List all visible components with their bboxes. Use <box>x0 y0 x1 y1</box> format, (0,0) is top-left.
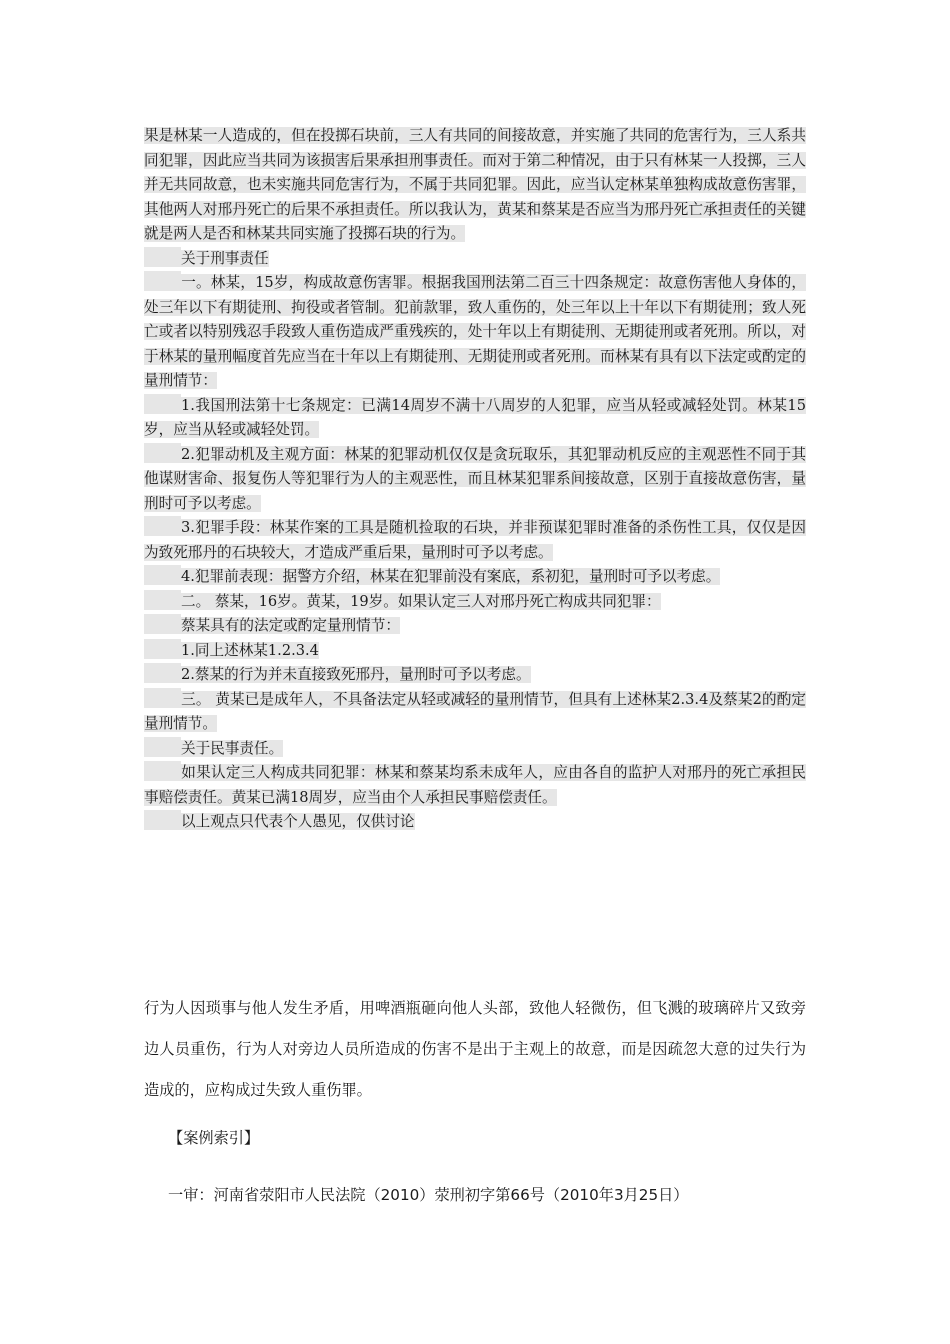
indent-space <box>144 639 181 659</box>
paragraph-1 <box>144 124 806 247</box>
paragraph-text: 关于刑事责任 <box>181 249 269 267</box>
paragraph-13 <box>144 737 806 762</box>
case-summary-paragraph <box>144 988 806 1111</box>
paragraph-9 <box>144 614 806 639</box>
paragraph-7 <box>144 565 806 590</box>
paragraph-text: 二。 蔡某，16岁。黄某，19岁。如果认定三人对邢丹死亡构成共同犯罪： <box>181 592 661 610</box>
paragraph-text: 2.犯罪动机及主观方面：林某的犯罪动机仅仅是贪玩取乐，其犯罪动机反应的主观恶性不同于其他谋财害命、报复伤人等犯罪行为人的主观恶性，而且林某犯罪系间接故意，区别于直接故意伤害，量刑时可予以考虑。 <box>144 445 806 512</box>
paragraph-text: 关于民事责任。 <box>181 739 284 757</box>
indent-space <box>144 590 181 610</box>
paragraph-10 <box>144 639 806 664</box>
paragraph-6 <box>144 516 806 565</box>
indent-space <box>144 394 181 414</box>
paragraph-text: 如果认定三人构成共同犯罪：林某和蔡某均系未成年人，应由各自的监护人对邢丹的死亡承担民事赔偿责任。黄某已满18周岁，应当由个人承担民事赔偿责任。 <box>144 764 806 806</box>
paragraph-5 <box>144 443 806 517</box>
paragraph-14 <box>144 761 806 810</box>
paragraph-4 <box>144 394 806 443</box>
paragraph-text: 一。林某，15岁，构成故意伤害罪。根据我国刑法第二百三十四条规定：故意伤害他人身体的，处三年以下有期徒刑、拘役或者管制。犯前款罪，致人重伤的，处三年以上十年以下有期徒刑；致人死亡或者以特别残忍手段致人重伤造成严重残疾的，处十年以上有期徒刑、无期徒刑或者死刑。所以，对于林某的量刑幅度首先应当在十年以上有期徒刑、无期徒刑或者死刑。而林某有具有以下法定或酌定的量刑情节： <box>144 274 806 389</box>
paragraph-text: 2.蔡某的行为并未直接致死邢丹，量刑时可予以考虑。 <box>181 666 531 683</box>
paragraph-15 <box>144 810 806 835</box>
paragraph-text: 3.犯罪手段：林某作案的工具是随机捡取的石块，并非预谋犯罪时准备的杀伤性工具，仅仅是因为致死邢丹的石块较大，才造成严重后果，量刑时可予以考虑。 <box>144 519 806 561</box>
indent-space <box>144 565 181 585</box>
indent-space <box>144 247 181 267</box>
paragraph-text: 果是林某一人造成的，但在投掷石块前，三人有共同的间接故意，并实施了共同的危害行为，三人系共同犯罪，因此应当共同为该损害后果承担刑事责任。而对于第二种情况，由于只有林某一人投掷，三人并无共同故意，也未实施共同危害行为，不属于共同犯罪。因此，应当认定林某单独构成故意伤害罪，其他两人对邢丹死亡的后果不承担责任。所以我认为，黄某和蔡某是否应当为邢丹死亡承担责任的关键就是两人是否和林某共同实施了投掷石块的行为。 <box>144 127 806 242</box>
paragraph-text: 1.同上述林某1.2.3.4 <box>181 641 319 659</box>
indent-space <box>144 810 181 830</box>
paragraph-text: 1.我国刑法第十七条规定：已满14周岁不满十八周岁的人犯罪，应当从轻或减轻处罚。林某15岁，应当从轻或减轻处罚。 <box>144 396 806 438</box>
indent-space <box>144 614 181 634</box>
indent-space <box>144 761 181 781</box>
paragraph-text: 蔡某具有的法定或酌定量刑情节： <box>181 617 400 634</box>
paragraph-3 <box>144 271 806 394</box>
paragraph-text: 以上观点只代表个人愚见，仅供讨论 <box>181 813 415 830</box>
paragraph-text: 三。 黄某已是成年人，不具备法定从轻或减轻的量刑情节，但具有上述林某2.3.4及蔡某2的酌定量刑情节。 <box>144 690 806 732</box>
case-index-heading: 【案例索引】 <box>168 1129 260 1147</box>
indent-space <box>144 737 181 757</box>
indent-space <box>144 663 181 683</box>
indent-space <box>144 516 181 536</box>
indent-space <box>144 688 181 708</box>
case-summary-text: 行为人因琐事与他人发生矛盾，用啤酒瓶砸向他人头部，致他人轻微伤，但飞溅的玻璃碎片又致旁边人员重伤，行为人对旁边人员所造成的伤害不是出于主观上的故意，而是因疏忽大意的过失行为造成的，应构成过失致人重伤罪。 <box>144 999 806 1099</box>
indent-space <box>144 443 181 463</box>
highlighted-text-block <box>144 124 806 835</box>
case-reference: 一审：河南省荥阳市人民法院（2010）荥刑初字第66号（2010年3月25日） <box>168 1186 689 1204</box>
paragraph-12 <box>144 688 806 737</box>
paragraph-2 <box>144 247 806 272</box>
indent-space <box>144 271 181 291</box>
paragraph-8 <box>144 590 806 615</box>
paragraph-11 <box>144 663 806 688</box>
paragraph-text: 4.犯罪前表现：据警方介绍，林某在犯罪前没有案底，系初犯，量刑时可予以考虑。 <box>181 568 721 585</box>
